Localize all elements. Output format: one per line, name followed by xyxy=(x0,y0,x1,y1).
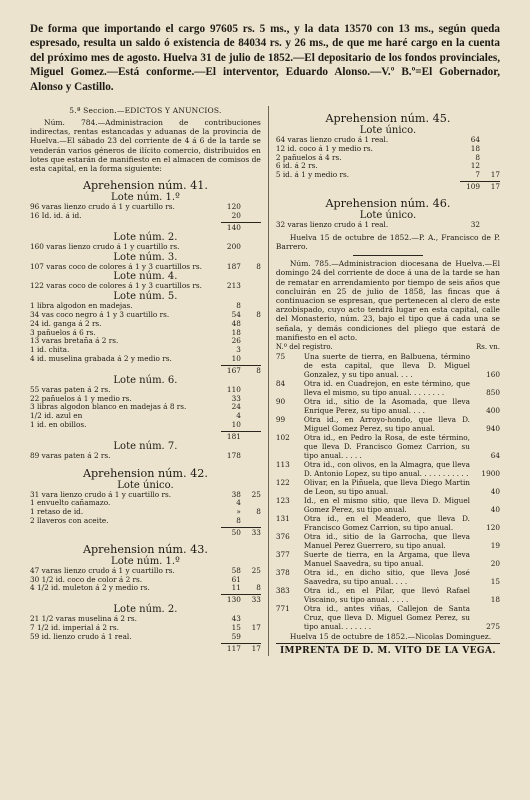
item-description: 24 id. ganga á 2 rs. xyxy=(30,319,102,328)
lot-total xyxy=(30,432,261,441)
lease-entry xyxy=(276,550,500,568)
item-reales: 43 xyxy=(231,614,241,624)
item-reales: 59 xyxy=(231,631,241,641)
registry-number: 75 xyxy=(275,352,286,362)
lot-item-row xyxy=(30,203,261,212)
item-reales: 11 xyxy=(231,583,241,593)
item-maravedis xyxy=(241,403,261,412)
right-column xyxy=(268,106,500,656)
item-maravedis: 25 xyxy=(251,565,261,575)
item-maravedis: 8 xyxy=(256,583,261,593)
item-maravedis xyxy=(480,145,500,154)
total-maravedis: 33 xyxy=(251,595,261,605)
annual-amount: 1900 xyxy=(481,469,500,479)
item-description: 1 id. chita. xyxy=(30,346,70,355)
property-description: Olivar, en la Piñuela, que lleva Diego Martin de Leon, su tipo anual. xyxy=(303,478,470,497)
item-description: 6 id. á 2 rs. xyxy=(275,162,318,171)
item-description: 1/2 id. azul en xyxy=(30,412,83,421)
item-maravedis xyxy=(241,395,261,404)
lot-title: Lote único. xyxy=(117,479,174,491)
item-reales: 64 xyxy=(470,135,480,145)
item-reales: 24 xyxy=(231,402,241,412)
registry-number: 99 xyxy=(275,415,286,425)
lot-item-row xyxy=(276,171,500,180)
annual-amount: 15 xyxy=(490,577,500,587)
registry-number: 90 xyxy=(275,397,286,407)
property-description: Otra id., en Arroyo-hondo, que lleva D. Miguel Gomez Perez, su tipo anual. xyxy=(303,415,470,434)
item-description: 32 varas lienzo crudo á 1 real. xyxy=(275,221,389,230)
item-reales: 32 xyxy=(470,220,480,230)
item-maravedis: 8 xyxy=(256,507,261,517)
item-description: 1 id. en obillos. xyxy=(30,421,87,429)
lot-item-row xyxy=(30,243,261,252)
amount-label: Rs. vn. xyxy=(475,343,500,352)
item-maravedis xyxy=(480,154,500,163)
total-maravedis: 17 xyxy=(490,182,500,192)
item-reales: 10 xyxy=(231,420,241,429)
annual-amount: 18 xyxy=(490,595,500,605)
lease-entry xyxy=(276,352,500,379)
lot-title: Lote núm. 3. xyxy=(113,251,178,263)
lot-item-row xyxy=(30,386,261,395)
item-reales: 3 xyxy=(236,345,241,355)
total-maravedis: 8 xyxy=(256,365,261,375)
item-reales: 15 xyxy=(231,622,241,632)
property-description: Otra id., en dicho sitio, que lleva José Saavedra, su tipo anual. . . . xyxy=(303,568,470,587)
lot-item-row xyxy=(30,346,261,355)
left-lots xyxy=(30,180,261,652)
item-description: 21 1/2 varas muselina á 2 rs. xyxy=(30,615,137,624)
item-description: 1 libra algodon en madejas. xyxy=(30,302,133,311)
item-description: 2 llaveros con aceite. xyxy=(30,516,109,525)
item-maravedis xyxy=(480,221,500,230)
property-description: Otra id., en el Pilar, que llevó Rafael Viscaino, su tipo anual. . . . . xyxy=(303,586,470,605)
item-maravedis xyxy=(241,320,261,329)
lot-title: Lote núm. 6. xyxy=(113,374,178,386)
item-reales: 120 xyxy=(226,202,241,212)
item-reales: 18 xyxy=(470,143,480,153)
lot-total xyxy=(30,644,261,653)
item-description: 5 id. á 1 y medio rs. xyxy=(275,171,350,180)
item-description: 16 Id. id. á id. xyxy=(30,212,82,221)
item-reales: 10 xyxy=(231,354,241,364)
item-reales: 54 xyxy=(231,310,241,320)
item-description: 30 1/2 id. coco de color á 2 rs. xyxy=(30,575,143,584)
item-description: 2 pañuelos á 4 rs. xyxy=(275,153,342,162)
printer-footer: IMPRENTA DE D. M. VITO DE LA VEGA. xyxy=(276,643,500,656)
property-description: Otra id. en Cuadrejon, en este término, que lleva el mismo, su tipo anual. . . . . . . . xyxy=(303,379,470,398)
apprehension-title: Aprehension núm. 46. xyxy=(325,197,451,211)
property-description: Otra id., antes viñas, Callejon de Santa Cruz, que lleva D. Miguel Gomez Perez, su tipo anual. . . . . . . xyxy=(303,604,470,632)
total-maravedis xyxy=(241,223,261,232)
item-maravedis xyxy=(241,329,261,338)
item-reales: 20 xyxy=(231,211,241,221)
item-maravedis xyxy=(241,386,261,395)
item-description: 1 envuelto cañamazo. xyxy=(30,499,111,508)
property-description: Otra id., sitio de la Garrocha, que lleva Manuel Perez Guerrero, su tipo anual. xyxy=(303,532,470,551)
property-description: Id., en el mismo sitio, que lleva D. Miguel Gomez Perez, su tipo anual. xyxy=(303,496,470,515)
item-reales: 4 xyxy=(236,411,241,421)
registry-number: 84 xyxy=(275,379,286,389)
lot-item-row xyxy=(276,221,500,230)
left-column xyxy=(30,106,261,656)
lot-total xyxy=(30,366,261,375)
item-reales: 200 xyxy=(226,241,241,251)
item-maravedis xyxy=(241,421,261,430)
item-description: 89 varas paten á 2 rs. xyxy=(30,451,111,460)
item-reales: 61 xyxy=(231,574,241,584)
lot-total xyxy=(276,182,500,191)
item-reales: 26 xyxy=(231,336,241,346)
property-description: Una suerte de tierra, en Balbuena, término de esta capital, que lleva D. Miguel Gonzalez, y su tipo anual. . . . xyxy=(303,352,470,380)
lot-item-row xyxy=(30,491,261,500)
lot-item-row xyxy=(30,584,261,593)
total-reales: 130 xyxy=(226,595,241,605)
annual-amount: 850 xyxy=(486,388,500,398)
apprehension-title: Aprehension núm. 41. xyxy=(82,179,208,193)
lot-item-row xyxy=(30,337,261,346)
lot-total xyxy=(30,595,261,604)
item-description: 31 vara lienzo crudo á 1 y cuartillo rs. xyxy=(30,490,172,499)
item-description: 55 varas paten á 2 rs. xyxy=(30,385,111,394)
lease-entry xyxy=(276,496,500,514)
right-lots xyxy=(276,113,500,230)
item-maravedis xyxy=(241,243,261,252)
item-maravedis: 17 xyxy=(251,622,261,632)
annual-amount: 120 xyxy=(486,523,500,533)
lot-item-row xyxy=(30,395,261,404)
lot-item-row xyxy=(30,576,261,585)
lot-total xyxy=(30,223,261,232)
annual-amount: 275 xyxy=(486,622,500,632)
apprehension-title: Aprehension núm. 45. xyxy=(325,112,451,126)
item-maravedis xyxy=(241,212,261,221)
item-description: 34 vas coco negro á 1 y 3 cuartillo rs. xyxy=(30,311,170,320)
total-reales: 109 xyxy=(466,182,480,192)
lease-entry xyxy=(276,604,500,631)
lot-title: Lote núm. 1.º xyxy=(111,555,180,567)
item-maravedis xyxy=(241,633,261,642)
lease-entry xyxy=(276,433,500,460)
item-maravedis xyxy=(241,355,261,364)
lease-entry xyxy=(276,568,500,586)
lot-item-row xyxy=(30,624,261,633)
lot-item-row xyxy=(30,508,261,517)
item-maravedis: 25 xyxy=(251,489,261,499)
item-maravedis xyxy=(241,337,261,346)
section-title: 5.ª Seccion.—EDICTOS Y ANUNCIOS. xyxy=(69,106,222,116)
item-reales: 110 xyxy=(226,384,241,394)
lease-entry xyxy=(276,532,500,550)
total-reales: 167 xyxy=(226,365,241,375)
property-description: Otra id., en Pedro la Rosa, de este término, que lleva D. Francisco Gomez Carrion, su tipo anual. . . . . xyxy=(303,433,470,461)
lease-entry xyxy=(276,397,500,415)
edict-785-intro: Núm. 785.—Administracion diocesana de Huelva.—El domingo 24 del corriente de doce á una de la tarde se han de rematar en arrendamiento por tiempo de seis años que concluirán en 25 de julio de 1858, las fincas que á continuacion se espresan, que pertenecen al clero de este arzobispado, cuyo acto tendrá lugar en esta capital, calle del Monasterio, núm. 23, bajo el tipo que á cada una se señala, y demás condiciones del pliego que estará de manifiesto en el acto. xyxy=(275,259,500,342)
item-description: 122 varas coco de colores á 1 y 3 cuartillos rs. xyxy=(30,282,202,291)
item-maravedis xyxy=(241,412,261,421)
lot-title: Lote núm. 2. xyxy=(113,604,178,616)
lot-title: Lote único. xyxy=(359,125,417,137)
annual-amount: 940 xyxy=(486,424,500,434)
item-description: 64 varas lienzo crudo á 1 real. xyxy=(275,136,389,145)
item-maravedis xyxy=(480,136,500,145)
total-maravedis: 17 xyxy=(251,643,261,653)
total-maravedis: 33 xyxy=(251,527,261,537)
lot-item-row xyxy=(30,355,261,364)
annual-amount: 64 xyxy=(490,451,500,461)
item-reales: 8 xyxy=(236,301,241,311)
item-reales: 213 xyxy=(226,281,241,291)
registry-number: 378 xyxy=(275,568,290,578)
signature-2: Huelva 15 de octubre de 1852.—Nicolas Dominguez. xyxy=(289,632,492,642)
lot-item-row xyxy=(30,212,261,221)
lot-item-row xyxy=(30,499,261,508)
item-maravedis xyxy=(241,517,261,526)
annual-amount: 400 xyxy=(486,406,500,416)
lot-item-row xyxy=(30,282,261,291)
annual-amount: 20 xyxy=(490,559,500,569)
two-columns xyxy=(30,106,500,656)
item-maravedis xyxy=(241,282,261,291)
item-description: 7 1/2 id. imperial á 2 rs. xyxy=(30,623,119,632)
lot-title: Lote núm. 5. xyxy=(113,291,178,303)
lot-title: Lote núm. 1.º xyxy=(111,192,180,204)
lot-item-row xyxy=(30,421,261,430)
lease-entry xyxy=(276,415,500,433)
item-maravedis: 8 xyxy=(256,261,261,271)
total-maravedis xyxy=(241,432,261,441)
total-reales: 117 xyxy=(226,643,241,653)
property-description: Otra id., con olivos, en la Almagra, que lleva D. Antonio Lopez, su tipo anual. . . . . . . . . . . xyxy=(303,460,470,479)
lot-item-row xyxy=(276,136,500,145)
item-reales: 33 xyxy=(231,393,241,403)
lot-title: Lote único. xyxy=(359,210,417,222)
item-maravedis: 17 xyxy=(490,170,500,180)
item-description: 4 1/2 id. muleton á 2 y medio rs. xyxy=(30,584,150,593)
lease-entries xyxy=(276,352,500,631)
item-reales: 187 xyxy=(226,261,241,271)
item-description: 3 libras algodon blanco en madejas á 8 rs. xyxy=(30,403,187,412)
property-description: Otra id., en el Meadero, que lleva D. Francisco Gomez Carrion, su tipo anual. xyxy=(303,514,470,533)
item-description: 1 retaso de id. xyxy=(30,508,84,517)
property-description: Otra id., sitio de la Asomada, que lleva Enrique Perez, su tipo anual. . . . xyxy=(303,397,470,416)
registry-label: N.º del registro. xyxy=(275,343,333,352)
item-reales: 7 xyxy=(475,170,480,180)
property-description: Suerte de tierra, en la Argama, que lleva Manuel Saavedra, su tipo anual. xyxy=(303,550,470,569)
item-reales: 8 xyxy=(236,515,241,525)
item-maravedis xyxy=(241,203,261,212)
registry-number: 383 xyxy=(275,586,290,596)
lot-item-row xyxy=(30,320,261,329)
apprehension-title: Aprehension núm. 42. xyxy=(82,466,208,480)
registry-number: 131 xyxy=(275,514,290,524)
item-reales: 38 xyxy=(231,489,241,499)
item-description: 47 varas lienzo crudo á 1 y cuartillo rs. xyxy=(30,566,175,575)
registry-number: 113 xyxy=(275,460,290,470)
registry-number: 123 xyxy=(275,496,290,506)
item-reales: 8 xyxy=(475,152,480,162)
item-maravedis xyxy=(241,452,261,461)
item-description: 13 varas bretaña á 2 rs. xyxy=(30,337,119,346)
lease-entry xyxy=(276,379,500,397)
item-description: 22 pañuelos á 1 y medio rs. xyxy=(30,394,132,403)
lot-total xyxy=(30,528,261,537)
item-reales: » xyxy=(236,507,241,517)
item-reales: 4 xyxy=(236,498,241,508)
lease-entry xyxy=(276,514,500,532)
lot-item-row xyxy=(276,162,500,171)
item-description: 4 id. muselina grabada á 2 y medio rs. xyxy=(30,355,172,364)
item-description: 107 varas coco de colores á 1 y 3 cuartillos rs. xyxy=(30,262,202,271)
registry-number: 377 xyxy=(275,550,290,560)
annual-amount: 19 xyxy=(490,541,500,551)
total-reales: 140 xyxy=(226,222,241,232)
annual-amount: 40 xyxy=(490,487,500,497)
item-reales: 58 xyxy=(231,565,241,575)
header-paragraph: De forma que importando el cargo 97605 rs. 5 ms., y la data 13570 con 13 ms., según queda espresado, resulta un saldo ó existencia de 84034 rs. y 26 ms., de que me haré cargo en la cuenta del próximo mes de agosto. Huelva 31 de julio de 1852.—El depositario de los fondos provinciales, Miguel Gomez.—Está conforme.—El interventor, Eduardo Alonso.—V.º B.º=El Gobernador, Alonso y Castillo. xyxy=(30,23,500,93)
lot-item-row xyxy=(30,403,261,412)
registry-header xyxy=(276,343,500,352)
lot-item-row xyxy=(30,329,261,338)
item-description: 160 varas lienzo crudo á 1 y cuartillo rs. xyxy=(30,242,180,251)
item-reales: 178 xyxy=(226,450,241,460)
registry-number: 102 xyxy=(275,433,290,443)
lease-entry xyxy=(276,460,500,478)
lot-item-row xyxy=(30,517,261,526)
lot-item-row xyxy=(30,302,261,311)
item-description: 3 pañuelos á 6 rs. xyxy=(30,328,96,337)
item-reales: 12 xyxy=(470,161,480,171)
lot-item-row xyxy=(30,633,261,642)
item-maravedis xyxy=(241,346,261,355)
registry-number: 771 xyxy=(275,604,290,614)
lease-entry xyxy=(276,478,500,496)
item-maravedis: 8 xyxy=(256,310,261,320)
item-description: 12 id. coco á 1 y medio rs. xyxy=(275,144,373,153)
annual-amount: 40 xyxy=(490,505,500,515)
item-reales: 18 xyxy=(231,327,241,337)
item-description: 59 id. lienzo crudo á 1 real. xyxy=(30,632,132,641)
lot-item-row xyxy=(30,452,261,461)
lot-item-row xyxy=(276,154,500,163)
lot-item-row xyxy=(30,412,261,421)
signature-1: Huelva 15 de octubre de 1852.—P. A., Francisco de P. Barrero. xyxy=(275,232,500,252)
item-description: 96 varas lienzo crudo á 1 y cuartillo rs. xyxy=(30,203,175,212)
lot-title: Lote núm. 4. xyxy=(113,271,178,283)
lease-entry xyxy=(276,586,500,604)
lot-item-row xyxy=(30,263,261,272)
item-reales: 48 xyxy=(231,318,241,328)
lot-item-row xyxy=(276,145,500,154)
apprehension-title: Aprehension núm. 43. xyxy=(82,542,208,556)
registry-number: 376 xyxy=(275,532,290,542)
lot-item-row xyxy=(30,615,261,624)
total-reales: 181 xyxy=(226,431,241,441)
registry-number: 122 xyxy=(275,478,290,488)
lot-item-row xyxy=(30,567,261,576)
edict-784-intro: Núm. 784.—Administracion de contribuciones indirectas, rentas estancadas y aduanas de la provincia de Huelva.—El sábado 23 del corriente de 4 á 6 de la tarde se venderán varios géneros de ilícito comercio, distribuidos en lotes que estarán de manifiesto en el almacen de comisos de esta capital, en la forma siguiente: xyxy=(30,118,261,174)
lot-title: Lote núm. 7. xyxy=(113,440,178,452)
total-reales: 50 xyxy=(231,527,241,537)
annual-amount: 160 xyxy=(486,370,500,380)
lot-title: Lote núm. 2. xyxy=(113,231,178,243)
lot-item-row xyxy=(30,311,261,320)
